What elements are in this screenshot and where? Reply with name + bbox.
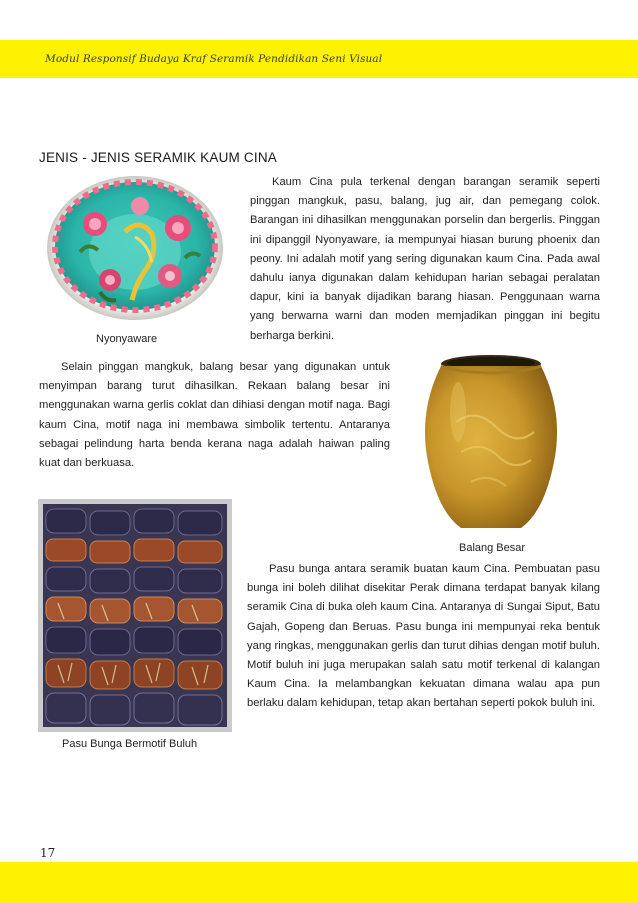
paragraph-3: Pasu bunga antara seramik buatan kaum Cina. Pembuatan pasu bunga ini boleh dilihat disekitar Perak dimana terdapat banyak kilang seramik Cina di buka oleh kaum Cina. Antaranya di Sungai Siput, Batu Gajah, Gopeng dan Beruas. Pasu bunga ini mempunyai reka bentuk yang ringkas, menggunakan gerlis dan turut dihias dengan motif buluh. Motif buluh ini juga merupakan salah satu motif terkenal di kalangan Kaum Cina. Ia melambangkan kekuatan dimana walau apa pun berlaku dalam kehidupan, tetap akan bertahan seperti pokok buluh ini. xyxy=(247,563,600,710)
plate-illustration xyxy=(40,172,230,330)
footer-band xyxy=(0,862,638,903)
balang-besar-caption: Balang Besar xyxy=(459,542,526,554)
nyonyaware-plate-photo xyxy=(40,172,230,330)
paragraph-2: Selain pinggan mangkuk, balang besar yang digunakan untuk menyimpan barang turut dihasilkan. Rekaan balang besar ini menggunakan warna gerlis coklat dan dihiasi dengan motif naga. Bagi kaum Cina, motif naga ini membawa simbolik tertentu. Antaranya sebagai pelindung harta benda kerana naga adalah haiwan paling kuat dan berkuasa. xyxy=(39,361,390,470)
bamboo-pots-photo xyxy=(38,499,232,732)
pots-illustration xyxy=(38,499,232,732)
pasu-bunga-caption: Pasu Bunga Bermotif Buluh xyxy=(62,738,198,750)
paragraph-1: Kaum Cina pula terkenal dengan barangan seramik seperti pinggan mangkuk, pasu, balang, jug air, dan pemegang colok. Barangan ini dihasilkan menggunakan porselin dan bergerlis. Pinggan ini dipanggil Nyonyaware, ia mempunyai hiasan burung phoenix dan peony. Ini adalah motif yang sering digunakan kaum Cina. Pada awal dahulu ianya digunakan dalam kehidupan harian sebagai peralatan dapur, kini ia banyak dijadikan barang hiasan. Penggunaan warna yang berwarna warni dan moden memjadikan pinggan ini begitu berharga berkini. xyxy=(250,176,600,342)
running-title: Modul Responsif Budaya Kraf Seramik Pendidikan Seni Visual xyxy=(45,53,383,65)
section-title: JENIS - JENIS SERAMIK KAUM CINA xyxy=(39,150,277,165)
page-number: 17 xyxy=(40,846,56,860)
dragon-jar-photo xyxy=(416,352,566,534)
jar-illustration xyxy=(416,352,566,534)
nyonyaware-caption: Nyonyaware xyxy=(96,333,158,345)
